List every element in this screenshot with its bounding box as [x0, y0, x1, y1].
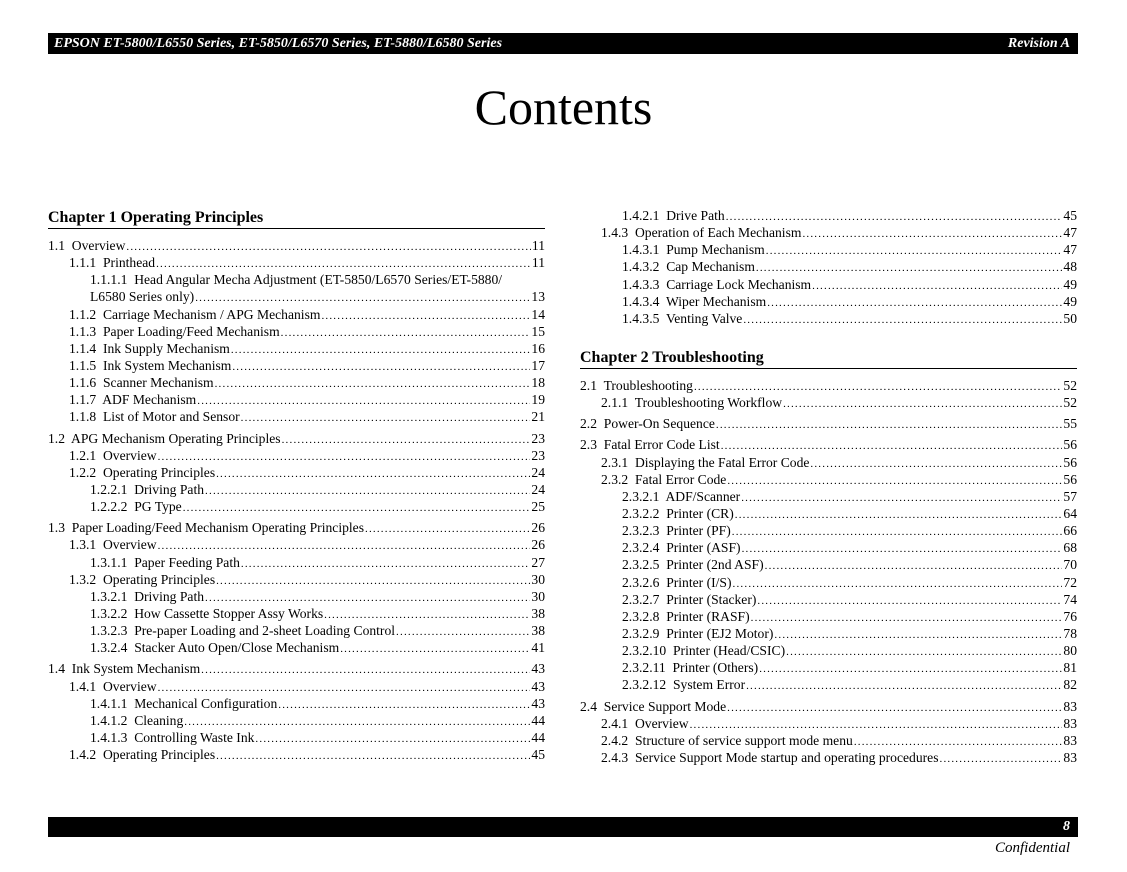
dot-leader: [766, 243, 1063, 260]
toc-entry-number: 2.3.2: [601, 471, 629, 487]
toc-entry-text: Stacker Auto Open/Close Mechanism: [134, 640, 340, 656]
toc-entry-number: 1.1.8: [69, 409, 97, 425]
toc-entry-text: Paper Feeding Path: [134, 554, 240, 570]
dot-leader: [231, 342, 531, 359]
dot-leader: [216, 573, 530, 590]
toc-entry-text: System Error: [672, 677, 746, 693]
toc-entry-text: Cleaning: [134, 712, 184, 728]
toc-entry[interactable]: [48, 536, 545, 553]
toc-entry[interactable]: [48, 571, 545, 588]
toc-entry-number: 2.3.2.9: [622, 625, 660, 641]
toc-entry-number: 2.3.2.1: [622, 488, 660, 504]
toc-entry[interactable]: [580, 625, 1077, 642]
dot-leader: [802, 226, 1062, 243]
toc-page-number: 56: [1063, 437, 1077, 453]
toc-entry-text: ADF/Scanner: [665, 488, 741, 504]
toc-entry-number: 1.1.4: [69, 340, 97, 356]
page-number: 8: [1063, 819, 1070, 834]
toc-entry[interactable]: [580, 642, 1077, 659]
toc-entry-text: Scanner Mechanism: [102, 375, 214, 391]
toc-page-number: 47: [1063, 242, 1077, 258]
toc-entry-number: 2.3.2.8: [622, 608, 660, 624]
toc-page-number: 30: [531, 588, 545, 604]
toc-entry-number: 1.4.3.2: [622, 259, 660, 275]
toc-entry[interactable]: [580, 505, 1077, 522]
toc-entry-number: 1.1.1: [69, 255, 97, 271]
toc-page-number: 56: [1063, 454, 1077, 470]
toc-entry[interactable]: [580, 539, 1077, 556]
toc-entry[interactable]: [580, 574, 1077, 591]
toc-page-number: 68: [1063, 540, 1077, 556]
toc-entry[interactable]: [48, 357, 545, 374]
toc-entry[interactable]: [48, 605, 545, 622]
toc-page-number: 57: [1063, 488, 1077, 504]
toc-entry[interactable]: [580, 749, 1077, 766]
toc-entry-text: Service Support Mode startup and operating procedures: [634, 749, 939, 765]
toc-entry-number: 2.1: [580, 377, 597, 393]
toc-page-number: 11: [531, 238, 545, 253]
toc-entry-number: 1.1.6: [69, 375, 97, 391]
toc-page-number: 13: [531, 289, 545, 305]
toc-entry[interactable]: [48, 639, 545, 656]
toc-entry[interactable]: [48, 729, 545, 746]
toc-right-column: [580, 207, 1077, 766]
toc-entry-text: Cap Mechanism: [666, 259, 755, 275]
toc-page-number: 72: [1063, 574, 1077, 590]
toc-page-number: 19: [531, 392, 545, 408]
toc-entry-number: 1.1.5: [69, 357, 97, 373]
toc-page-number: 45: [1063, 208, 1077, 223]
dot-leader: [216, 466, 530, 483]
toc-page-number: 44: [531, 729, 545, 745]
toc-entry-number: 1.4.3: [601, 225, 629, 241]
dot-leader: [216, 748, 530, 765]
dot-leader: [278, 697, 530, 714]
chapter-heading: Chapter 2 Troubleshooting: [580, 347, 1077, 369]
toc-entry-number: 1.3.2.4: [90, 640, 128, 656]
toc-entry-text: Printer (I/S): [666, 574, 732, 590]
toc-entry-title: [48, 271, 545, 288]
toc-entry[interactable]: [580, 241, 1077, 258]
toc-page-number: 44: [531, 712, 545, 728]
dot-leader: [727, 473, 1062, 490]
toc-entry[interactable]: [580, 276, 1077, 293]
toc-entry-text: Overview: [102, 447, 157, 463]
toc-entry-number: 1.4.1.1: [90, 695, 128, 711]
toc-entry-text: APG Mechanism Operating Principles: [71, 430, 281, 446]
toc-page-number: 38: [531, 623, 545, 639]
toc-entry-text: Paper Loading/Feed Mechanism: [102, 323, 280, 339]
dot-leader: [716, 417, 1063, 434]
toc-entry-number: 1.4.2: [69, 747, 97, 763]
toc-entry[interactable]: [48, 481, 545, 498]
toc-entry-text: Ink Supply Mechanism: [102, 340, 230, 356]
toc-entry[interactable]: [48, 323, 545, 340]
toc-entry-number: 1.4.1.3: [90, 729, 128, 745]
toc-entry[interactable]: [580, 608, 1077, 625]
toc-page-number: 47: [1063, 225, 1077, 241]
dot-leader: [733, 576, 1063, 593]
toc-entry-number: 2.1.1: [601, 395, 629, 411]
toc-page-number: 26: [531, 520, 545, 536]
toc-entry-number: 2.3.2.7: [622, 591, 660, 607]
toc-entry-number: 1.3.2.1: [90, 588, 128, 604]
toc-entry[interactable]: [580, 732, 1077, 749]
dot-leader: [183, 500, 531, 517]
toc-entry-text: PG Type: [134, 499, 182, 515]
dot-leader: [281, 325, 531, 342]
toc-entry-number: 1.1.7: [69, 392, 97, 408]
toc-entry-number: 1.2.2: [69, 464, 97, 480]
toc-entry-text: How Cassette Stopper Assy Works: [134, 605, 324, 621]
toc-page-number: 17: [531, 357, 545, 373]
toc-entry[interactable]: [48, 695, 545, 712]
toc-page-number: 74: [1063, 591, 1077, 607]
toc-entry-number: 1.2: [48, 430, 65, 446]
toc-entry-text: Troubleshooting Workflow: [634, 395, 783, 411]
toc-entry-text: Printer (CR): [666, 505, 734, 521]
toc-entry-list: [580, 377, 1077, 766]
toc-page-number: 41: [531, 640, 545, 656]
dot-leader: [774, 627, 1062, 644]
toc-entry-number: 1.3.2: [69, 571, 97, 587]
dot-leader: [759, 661, 1062, 678]
toc-entry[interactable]: [580, 676, 1077, 693]
toc-entry-number: 2.3.2.11: [622, 660, 666, 676]
toc-page-number: 43: [531, 695, 545, 711]
dot-leader: [751, 610, 1063, 627]
toc-entry-number: 1.3: [48, 520, 65, 536]
toc-entry-text: ADF Mechanism: [102, 392, 197, 408]
toc-page-number: 43: [531, 678, 545, 694]
toc-entry-text: Fatal Error Code List: [603, 437, 720, 453]
toc-entry-text: Printer (Stacker): [666, 591, 757, 607]
toc-page-number: 26: [531, 537, 545, 553]
toc-entry[interactable]: [48, 498, 545, 515]
toc-entry-number: 2.3.2.4: [622, 540, 660, 556]
toc-entry[interactable]: [48, 622, 545, 639]
toc-page-number: 24: [531, 464, 545, 480]
toc-page-number: 81: [1063, 660, 1077, 676]
toc-entry[interactable]: [580, 377, 1077, 394]
toc-entry-text: Drive Path: [666, 208, 725, 223]
toc-entry[interactable]: [580, 471, 1077, 488]
toc-page-number: 50: [1063, 310, 1077, 326]
toc-entry-number: 1.4.1.2: [90, 712, 128, 728]
toc-entry[interactable]: [580, 258, 1077, 275]
toc-entry[interactable]: [580, 591, 1077, 608]
toc-entry-number: 2.4.1: [601, 715, 629, 731]
toc-entry-number: 2.3.2.6: [622, 574, 660, 590]
toc-entry[interactable]: [48, 408, 545, 425]
toc-entry-number: 2.4: [580, 698, 597, 714]
dot-leader: [255, 731, 530, 748]
toc-entry-text: Mechanical Configuration: [134, 695, 278, 711]
toc-entry-list-continued: [580, 207, 1077, 327]
toc-entry-number: 1.3.2.2: [90, 605, 128, 621]
toc-entry-text: Pump Mechanism: [666, 242, 765, 258]
toc-page-number: 49: [1063, 276, 1077, 292]
toc-entry-text: Power-On Sequence: [603, 416, 715, 432]
toc-left-column: [48, 207, 545, 763]
toc-entry-number: 2.4.2: [601, 732, 629, 748]
toc-entry-number: 1.1.3: [69, 323, 97, 339]
toc-entry-text: Overview: [71, 238, 126, 253]
document-title: EPSON ET-5800/L6550 Series, ET-5850/L6570 Series, ET-5880/L6580 Series: [54, 36, 503, 51]
dot-leader: [940, 751, 1063, 768]
toc-entry-number: 2.4.3: [601, 749, 629, 765]
toc-page-number: 83: [1063, 732, 1077, 748]
dot-leader: [321, 308, 530, 325]
toc-entry-number: 1.2.2.1: [90, 481, 128, 497]
toc-entry[interactable]: [48, 391, 545, 408]
dot-leader: [767, 295, 1062, 312]
toc-page-number: 21: [531, 409, 545, 425]
toc-entry-number: 2.3.1: [601, 454, 629, 470]
toc-page-number: 83: [1063, 749, 1077, 765]
toc-entry[interactable]: [580, 207, 1077, 224]
toc-entry-text: Printer (EJ2 Motor): [666, 625, 774, 641]
toc-entry-text: Paper Loading/Feed Mechanism Operating Principles: [71, 520, 364, 536]
toc-entry-text: Wiper Mechanism: [665, 293, 767, 309]
toc-entry[interactable]: [48, 678, 545, 695]
toc-entry[interactable]: [48, 430, 545, 447]
toc-entry-text: Overview: [102, 678, 157, 694]
dot-leader: [735, 507, 1063, 524]
toc-page-number: 25: [531, 499, 545, 515]
toc-entry-text: Carriage Lock Mechanism: [666, 276, 812, 292]
toc-entry[interactable]: [580, 394, 1077, 411]
toc-entry-text: Driving Path: [134, 481, 205, 497]
toc-page-number: 23: [531, 447, 545, 463]
toc-entry[interactable]: [580, 293, 1077, 310]
dot-leader: [205, 483, 530, 500]
toc-entry-text: Overview: [102, 537, 157, 553]
toc-entry-text: List of Motor and Sensor: [102, 409, 240, 425]
toc-entry-number: 2.3: [580, 437, 597, 453]
toc-entry[interactable]: [580, 698, 1077, 715]
toc-entry[interactable]: [48, 588, 545, 605]
page-title: Contents: [474, 79, 653, 135]
toc-page-number: 52: [1063, 395, 1077, 411]
toc-entry-number: 2.3.2.10: [622, 643, 667, 659]
toc-entry-text: Ink System Mechanism: [102, 357, 232, 373]
toc-entry-number: 1.4.3.1: [622, 242, 660, 258]
toc-entry-text: Printer (RASF): [666, 608, 750, 624]
toc-entry-number: 1.2.2.2: [90, 499, 128, 515]
toc-page-number: 49: [1063, 293, 1077, 309]
toc-entry-number: 2.3.2.2: [622, 505, 660, 521]
dot-leader: [743, 312, 1062, 329]
toc-entry-number: 2.2: [580, 416, 597, 432]
toc-entry-text: Fatal Error Code: [634, 471, 727, 487]
toc-entry[interactable]: [48, 554, 545, 571]
dot-leader: [197, 393, 530, 410]
toc-entry[interactable]: [48, 464, 545, 481]
toc-entry-number: 2.3.2.3: [622, 523, 660, 539]
toc-entry-number: 1.4.3.3: [622, 276, 660, 292]
dot-leader: [215, 376, 531, 393]
toc-page-number: 27: [531, 554, 545, 570]
dot-leader: [732, 524, 1063, 541]
toc-entry-number: 1.3.2.3: [90, 623, 128, 639]
toc-entry-text: Ink System Mechanism: [71, 661, 201, 677]
toc-entry-text: Printer (PF): [666, 523, 731, 539]
toc-entry[interactable]: [48, 254, 545, 271]
toc-page-number: 15: [531, 323, 545, 339]
toc-entry[interactable]: [48, 746, 545, 763]
header-bar: [48, 33, 1078, 54]
toc-entry-text: Operating Principles: [102, 747, 216, 763]
toc-page-number: 38: [531, 605, 545, 621]
dot-leader: [741, 490, 1062, 507]
dot-leader: [241, 410, 531, 427]
toc-entry-text: Troubleshooting: [603, 377, 693, 393]
toc-entry-number: 1.1.2: [69, 306, 97, 322]
dot-leader: [727, 700, 1062, 717]
dot-leader: [126, 239, 531, 256]
dot-leader: [365, 521, 530, 538]
dot-leader: [282, 432, 531, 449]
toc-entry-text-continued: L6580 Series only): [90, 289, 195, 305]
dot-leader: [783, 396, 1062, 413]
toc-entry-text: Overview: [634, 715, 689, 731]
toc-page-number: 83: [1063, 698, 1077, 714]
dot-leader: [396, 624, 530, 641]
toc-page-number: 55: [1063, 416, 1077, 432]
dot-leader: [232, 359, 530, 376]
toc-page-number: 11: [531, 255, 545, 271]
dot-leader: [201, 662, 530, 679]
toc-entry[interactable]: [580, 310, 1077, 327]
toc-entry-text: Operation of Each Mechanism: [634, 225, 802, 241]
toc-page-number: 48: [1063, 259, 1077, 275]
dot-leader: [757, 593, 1062, 610]
toc-page-number: 18: [531, 375, 545, 391]
toc-entry-number: 1.3.1.1: [90, 554, 128, 570]
toc-entry[interactable]: [580, 436, 1077, 453]
confidential-label: Confidential: [995, 840, 1070, 856]
toc-entry-text: Carriage Mechanism / APG Mechanism: [102, 306, 321, 322]
toc-entry[interactable]: [580, 488, 1077, 505]
dot-leader: [746, 678, 1062, 695]
toc-entry-number: 1.4.3.5: [622, 310, 660, 326]
toc-entry[interactable]: [580, 415, 1077, 432]
toc-entry[interactable]: [48, 340, 545, 357]
toc-page-number: 52: [1063, 377, 1077, 393]
toc-page-number: 23: [531, 430, 545, 446]
toc-entry-text: Printer (ASF): [666, 540, 741, 556]
toc-page-number: 80: [1063, 643, 1077, 659]
toc-page-number: 43: [531, 661, 545, 677]
toc-page-number: 16: [531, 340, 545, 356]
toc-entry-number: 2.3.2.5: [622, 557, 660, 573]
toc-entry-text: Displaying the Fatal Error Code: [634, 454, 810, 470]
toc-entry-text: Operating Principles: [102, 571, 216, 587]
toc-entry-number: 1.4.3.4: [622, 293, 660, 309]
toc-entry-text: Driving Path: [134, 588, 205, 604]
toc-entry-text: Printer (2nd ASF): [666, 557, 764, 573]
toc-page-number: 76: [1063, 608, 1077, 624]
toc-entry-text: Printer (Others): [672, 660, 759, 676]
toc-entry-text: Printer (Head/CSIC): [672, 643, 786, 659]
dot-leader: [742, 541, 1063, 558]
toc-page-number: 64: [1063, 505, 1077, 521]
toc-entry-text: Service Support Mode: [603, 698, 727, 714]
dot-leader: [340, 641, 530, 658]
toc-entry-number: 1.2.1: [69, 447, 97, 463]
toc-page-number: 45: [531, 747, 545, 763]
toc-entry-text: Operating Principles: [102, 464, 216, 480]
toc-entry[interactable]: [580, 522, 1077, 539]
toc-entry[interactable]: [580, 556, 1077, 573]
toc-entry[interactable]: [48, 306, 545, 323]
toc-page-number: 78: [1063, 625, 1077, 641]
toc-entry-number: 1.1: [48, 238, 65, 253]
dot-leader: [765, 558, 1063, 575]
toc-entry[interactable]: [580, 715, 1077, 732]
toc-entry[interactable]: [48, 237, 545, 254]
toc-entry-number: 1.4.1: [69, 678, 97, 694]
revision-label: Revision A: [1007, 36, 1070, 51]
toc-entry-text: Venting Valve: [665, 310, 743, 326]
toc-entry-number: 1.1.1.1: [90, 272, 128, 288]
toc-entry[interactable]: [580, 224, 1077, 241]
toc-entry[interactable]: [48, 288, 545, 305]
toc-entry[interactable]: [580, 659, 1077, 676]
toc-page-number: 66: [1063, 523, 1077, 539]
toc-entry-number: 1.3.1: [69, 537, 97, 553]
toc-entry[interactable]: [48, 519, 545, 536]
toc-entry[interactable]: [48, 447, 545, 464]
footer-bar: [48, 817, 1078, 837]
toc-entry-text: Structure of service support mode menu: [634, 732, 853, 748]
toc-entry-text: Head Angular Mecha Adjustment (ET-5850/L6570 Series/ET-5880/: [134, 272, 503, 288]
toc-entry-list: [48, 237, 545, 763]
toc-page-number: 70: [1063, 557, 1077, 573]
toc-entry[interactable]: [48, 374, 545, 391]
toc-page-number: 24: [531, 481, 545, 497]
toc-entry-number: 1.4: [48, 661, 65, 677]
toc-entry[interactable]: [48, 660, 545, 677]
toc-entry-number: 2.3.2.12: [622, 677, 667, 693]
toc-page-number: 82: [1063, 677, 1077, 693]
dot-leader: [810, 456, 1062, 473]
toc-entry-text: Pre-paper Loading and 2-sheet Loading Control: [134, 623, 396, 639]
toc-entry-number: 1.4.2.1: [622, 208, 660, 223]
dot-leader: [241, 556, 531, 573]
toc-page-number: 56: [1063, 471, 1077, 487]
toc-entry[interactable]: [580, 454, 1077, 471]
dot-leader: [786, 644, 1062, 661]
chapter-heading: Chapter 1 Operating Principles: [48, 207, 545, 229]
toc-entry[interactable]: [48, 712, 545, 729]
toc-entry-text: Controlling Waste Ink: [134, 729, 255, 745]
dot-leader: [812, 278, 1062, 295]
toc-entry-text: Printhead: [102, 255, 156, 271]
toc-page-number: 14: [531, 306, 545, 322]
toc-page-number: 83: [1063, 715, 1077, 731]
toc-page-number: 30: [531, 571, 545, 587]
